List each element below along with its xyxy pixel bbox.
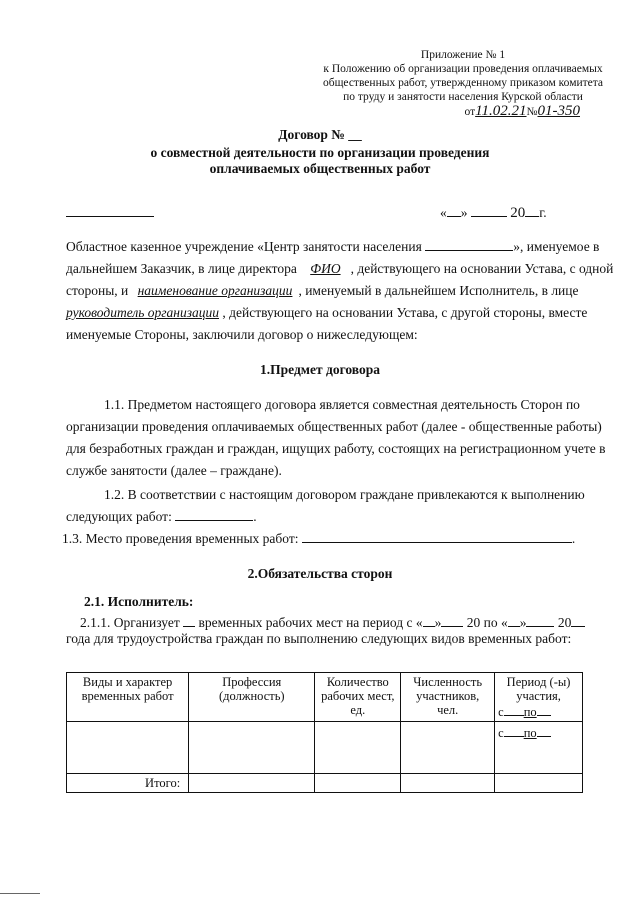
- clause-text: службе занятости (далее – граждане).: [66, 463, 282, 478]
- preamble-text: стороны, и: [66, 283, 129, 298]
- subsection-2-1: 2.1. Исполнитель:: [84, 594, 194, 609]
- contract-subtitle-2: оплачиваемых общественных работ: [209, 161, 431, 176]
- clause-text: »: [434, 615, 442, 630]
- section-1-heading: 1.Предмет договора: [260, 362, 380, 377]
- temporary-jobs-table: [66, 672, 583, 793]
- table-cell[interactable]: [189, 774, 315, 793]
- clause-text: года для трудоустройства граждан по выполнению следующих видов временных работ:: [66, 631, 572, 646]
- clause-text: 20: [557, 615, 572, 630]
- preamble-text: Областное казенное учреждение «Центр занятости населения: [66, 239, 422, 254]
- appendix-line: к Положению об организации проведения оплачиваемых: [323, 63, 603, 75]
- table-header-cell: Количество рабочих мест, ед.: [315, 673, 401, 722]
- date-prefix: от: [464, 106, 476, 118]
- head-field: руководитель организации: [66, 305, 219, 320]
- preamble-text: , действующего на основании Устава, с другой стороны, вместе: [222, 305, 588, 320]
- contract-subtitle: о совместной деятельности по организации проведения: [150, 145, 490, 160]
- clause-text: по «: [483, 615, 508, 630]
- table-cell[interactable]: [315, 722, 401, 774]
- period-header: Период (-ы) участия,: [506, 675, 571, 703]
- clause-1-3: 1.3. Место проведения временных работ: .: [62, 531, 576, 546]
- handwritten-date: 11.02.21: [475, 103, 527, 119]
- date-quote-open: «: [440, 205, 447, 220]
- appendix-line: общественных работ, утвержденному приказом комитета: [322, 77, 604, 89]
- appendix-header: [318, 48, 608, 119]
- table-total-row: [67, 774, 583, 793]
- table-row: [67, 722, 583, 774]
- contract-date: [440, 204, 547, 222]
- clause-text: временных рабочих мест на период с «: [198, 615, 423, 630]
- date-quote-close: »: [460, 205, 468, 220]
- table-cell[interactable]: [189, 722, 315, 774]
- preamble-text: именуемые Стороны, заключили договор о нижеследующем:: [66, 327, 418, 342]
- clause-2-1-1: [66, 612, 588, 650]
- table-header-cell: Численность участников, чел.: [401, 673, 495, 722]
- period-from: с: [498, 726, 504, 740]
- table-cell[interactable]: [495, 774, 583, 793]
- clause-text: 1.2. В соответствии с настоящим договором граждане привлекаются к выполнению: [104, 487, 585, 502]
- table-header-row: [67, 673, 583, 722]
- clause-text: для безработных граждан и граждан, ищущих работу, состоящих на регистрационном учете в: [66, 441, 606, 456]
- clause-text: организации проведения оплачиваемых общественных работ (далее - общественные работы): [66, 419, 602, 434]
- preamble-text: дальнейшем Заказчик, в лице директора: [66, 261, 297, 276]
- appendix-line: по труду и занятости населения Курской области: [343, 91, 583, 103]
- clause-text: 2.1.1. Организует: [80, 615, 180, 630]
- footer-divider: [0, 893, 40, 894]
- appendix-title: Приложение № 1: [420, 49, 506, 61]
- clause-text: »: [519, 615, 527, 630]
- table-header-period-cell: [495, 673, 583, 722]
- number-prefix: №: [526, 106, 538, 118]
- preamble-text: , именуемый в дальнейшем Исполнитель, в лице: [298, 283, 579, 298]
- table-header-cell: Профессия (должность): [189, 673, 315, 722]
- date-year: 20: [510, 205, 526, 221]
- preamble-text: , действующего на основании Устава, с одной: [350, 261, 614, 276]
- contract-title: Договор № __: [278, 127, 362, 142]
- fio-field: ФИО: [310, 261, 341, 276]
- preamble-text: », именуемое в: [513, 239, 600, 254]
- table-header-cell: Виды и характер временных работ: [67, 673, 189, 722]
- table-cell-period[interactable]: [495, 722, 583, 774]
- clause-text: 20: [466, 615, 481, 630]
- period-to: по: [523, 726, 537, 740]
- clause-1-2: 1.2. В соответствии с настоящим договором граждане привлекаются к выполнению следующих работ: .: [66, 484, 588, 528]
- table-cell[interactable]: [401, 722, 495, 774]
- section-2-heading: 2.Обязательства сторон: [247, 566, 393, 581]
- table-cell[interactable]: [67, 722, 189, 774]
- preamble: [66, 236, 614, 346]
- clause-text: следующих работ:: [66, 509, 172, 524]
- organization-field: наименование организации: [137, 283, 293, 298]
- total-label: Итого:: [67, 774, 189, 793]
- date-year-suffix: г.: [539, 205, 547, 220]
- clause-1-1: [66, 394, 606, 482]
- table-cell[interactable]: [315, 774, 401, 793]
- clause-text: 1.3. Место проведения временных работ:: [62, 531, 299, 546]
- handwritten-number: 01-350: [537, 103, 580, 119]
- place-blank-line: [66, 216, 154, 217]
- appendix-date-line: [318, 104, 608, 119]
- table-cell[interactable]: [401, 774, 495, 793]
- period-to: по: [523, 705, 537, 719]
- period-from: с: [498, 705, 504, 719]
- clause-text: 1.1. Предметом настоящего договора является совместная деятельность Сторон по: [104, 397, 580, 412]
